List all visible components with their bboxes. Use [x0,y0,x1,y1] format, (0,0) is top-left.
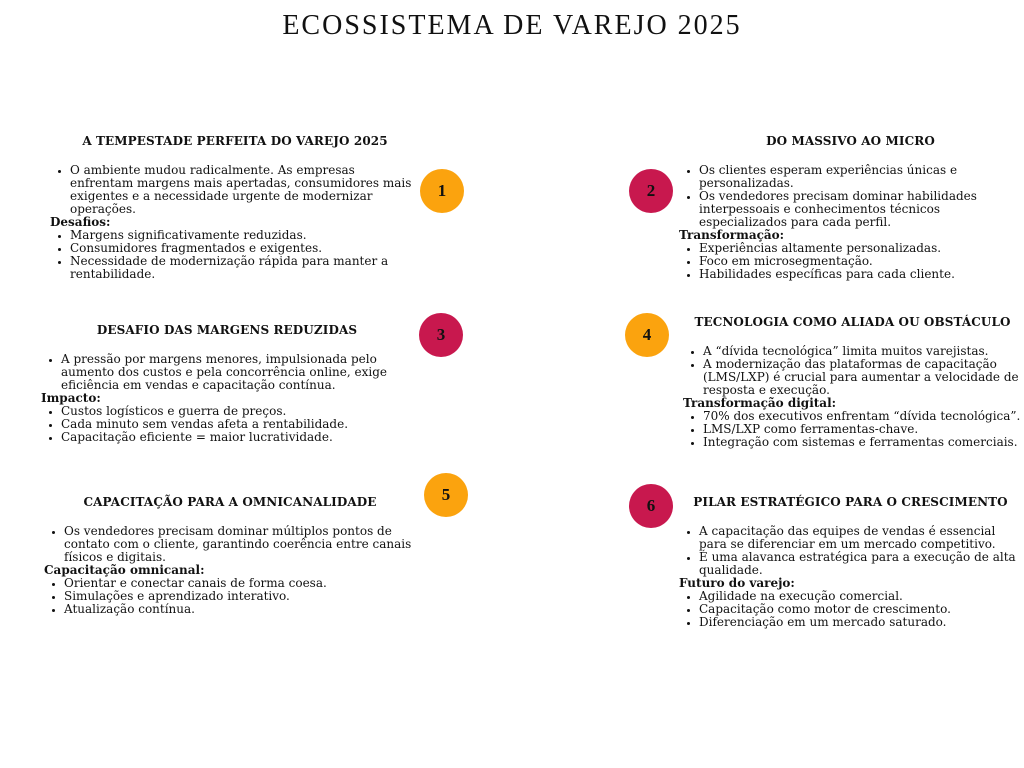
list-item: • Simulações e aprendizado interativo. [64,590,416,603]
subheading: Transformação: [679,228,785,242]
section-4 [683,316,1022,449]
number-badge-1: 1 [420,169,464,213]
section-title: A TEMPESTADE PERFEITA DO VAREJO 2025 [82,134,388,148]
number-badge-2: 2 [629,169,673,213]
number-badge-5: 5 [424,473,468,517]
section-title: DESAFIO DAS MARGENS REDUZIDAS [96,323,358,337]
detail-list [44,577,416,616]
list-item: • Experiências altamente personalizadas. [699,242,1022,255]
detail-list [683,410,1022,449]
section-title: PILAR ESTRATÉGICO PARA O CRESCIMENTO [693,495,1008,509]
subheading: Futuro do varejo: [679,576,795,590]
list-item: • Integração com sistemas e ferramentas comerciais. [703,436,1022,449]
list-item: • Habilidades específicas para cada cliente. [699,268,1022,281]
intro-item: • Os vendedores precisam dominar múltiplos pontos de contato com o cliente, garantindo coerência entre canais físicos e digitais. [64,525,416,564]
list-item: • Agilidade na execução comercial. [699,590,1022,603]
list-item: • Atualização contínua. [64,603,416,616]
list-item: • Margens significativamente reduzidas. [70,229,420,242]
intro-item: • Os clientes esperam experiências únicas e personalizadas. [699,164,1022,190]
detail-list [679,242,1022,281]
detail-list [50,229,420,281]
list-item: • LMS/LXP como ferramentas-chave. [703,423,1022,436]
page-title: ECOSSISTEMA DE VAREJO 2025 [282,10,742,41]
intro-list [44,525,416,564]
section-6 [679,496,1022,629]
intro-item: • A pressão por margens menores, impulsionada pelo aumento dos custos e pela concorrência online, exige eficiência em vendas e capacitação contínua. [61,353,413,392]
intro-list [679,164,1022,229]
detail-list [679,590,1022,629]
intro-list [41,353,413,392]
number-badge-6: 6 [629,484,673,528]
intro-item: • A “dívida tecnológica” limita muitos varejistas. [703,345,1022,358]
list-item: • Orientar e conectar canais de forma coesa. [64,577,416,590]
list-item: • Foco em microsegmentação. [699,255,1022,268]
list-item: • Necessidade de modernização rápida para manter a rentabilidade. [70,255,420,281]
subheading: Desafios: [50,215,111,229]
subheading: Impacto: [41,391,101,405]
number-badge-3: 3 [419,313,463,357]
section-title: TECNOLOGIA COMO ALIADA OU OBSTÁCULO [694,315,1011,329]
list-item: • Capacitação eficiente = maior lucratividade. [61,431,413,444]
intro-item: • O ambiente mudou radicalmente. As empresas enfrentam margens mais apertadas, consumidores mais exigentes e a necessidade urgente de modernizar operações. [70,164,420,216]
subheading: Transformação digital: [683,396,837,410]
intro-item: • Os vendedores precisam dominar habilidades interpessoais e conhecimentos técnicos especializados para cada perfil. [699,190,1022,229]
list-item: • 70% dos executivos enfrentam “dívida tecnológica”. [703,410,1022,423]
list-item: • Capacitação como motor de crescimento. [699,603,1022,616]
intro-list [50,164,420,216]
list-item: • Diferenciação em um mercado saturado. [699,616,1022,629]
detail-list [41,405,413,444]
section-1 [50,135,420,281]
section-title: CAPACITAÇÃO PARA A OMNICANALIDADE [83,495,377,509]
section-2 [679,135,1022,281]
subheading: Capacitação omnicanal: [44,563,205,577]
list-item: • Cada minuto sem vendas afeta a rentabilidade. [61,418,413,431]
section-5 [44,496,416,616]
section-title: DO MASSIVO AO MICRO [766,134,935,148]
intro-list [679,525,1022,577]
intro-item: • É uma alavanca estratégica para a execução de alta qualidade. [699,551,1022,577]
intro-item: • A modernização das plataformas de capacitação (LMS/LXP) é crucial para aumentar a velocidade de resposta e execução. [703,358,1022,397]
intro-list [683,345,1022,397]
list-item: • Consumidores fragmentados e exigentes. [70,242,420,255]
list-item: • Custos logísticos e guerra de preços. [61,405,413,418]
intro-item: • A capacitação das equipes de vendas é essencial para se diferenciar em um mercado competitivo. [699,525,1022,551]
section-3 [41,324,413,444]
number-badge-4: 4 [625,313,669,357]
